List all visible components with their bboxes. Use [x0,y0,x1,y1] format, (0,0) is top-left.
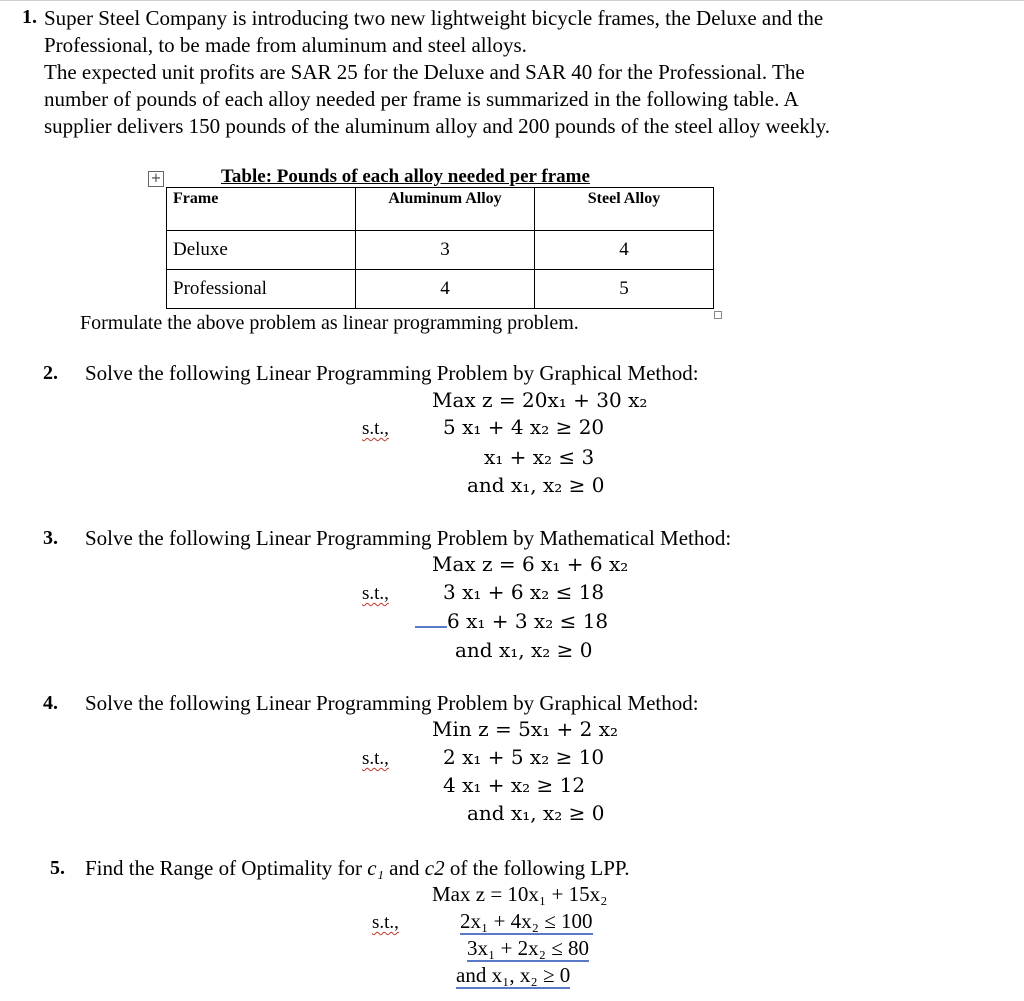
table-row [167,231,714,270]
q4-nonneg: and x₁, x₂ ≥ 0 [467,801,605,825]
q3-constraint-2: 6 x₁ + 3 x₂ ≤ 18 [443,609,608,633]
q2-title: Solve the following Linear Programming Problem by Graphical Method: [85,361,699,385]
table-move-handle-icon[interactable]: + [148,171,164,187]
cell-aluminum: 3 [356,231,535,270]
q5-objective: Max z = 10x₁ + 15x₂ [432,882,608,906]
q4-title: Solve the following Linear Programming Problem by Graphical Method: [85,691,699,715]
q1-instruction: Formulate the above problem as linear programming problem. [80,312,579,334]
q1-line-4: number of pounds of each alloy needed per frame is summarized in the following table. A [44,87,799,111]
cell-steel: 4 [535,231,714,270]
page-top-border [0,0,1024,1]
q5-number: 5. [50,857,65,879]
q3-objective: Max z = 6 x₁ + 6 x₂ [432,552,629,576]
q2-st-label: s.t., [362,418,389,439]
q4-objective: Min z = 5x₁ + 2 x₂ [432,717,618,741]
q5-title: Find the Range of Optimality for c₁ and c2 of the following LPP. [85,856,630,880]
q1-line-3: The expected unit profits are SAR 25 for the Deluxe and SAR 40 for the Professional. The [44,60,805,84]
q2-number: 2. [43,362,58,384]
table-resize-handle-icon[interactable] [714,311,722,319]
cell-frame: Professional [167,270,356,309]
header-frame: Frame [167,188,356,231]
q1-line-1: Super Steel Company is introducing two new lightweight bicycle frames, the Deluxe and the [44,6,824,30]
q2-constraint-1: 5 x₁ + 4 x₂ ≥ 20 [443,415,605,439]
cell-steel: 5 [535,270,714,309]
table-row [167,270,714,309]
q2-objective: Max z = 20x₁ + 30 x₂ [432,388,648,412]
q4-constraint-1: 2 x₁ + 5 x₂ ≥ 10 [443,745,605,769]
alloy-table [166,187,714,309]
q3-st-label: s.t., [362,583,389,604]
q2-constraint-2: x₁ + x₂ ≤ 3 [484,445,595,469]
q5-nonneg: and x₁, x₂ ≥ 0 [456,963,571,987]
q5-constraint-2: 3x₁ + 2x₂ ≤ 80 [467,936,590,960]
table-caption: Table: Pounds of each alloy needed per frame [221,166,590,187]
cell-aluminum: 4 [356,270,535,309]
table-header-row [167,188,714,231]
cell-frame: Deluxe [167,231,356,270]
q4-number: 4. [43,692,58,714]
header-aluminum: Aluminum Alloy [356,188,535,231]
q4-constraint-2: 4 x₁ + x₂ ≥ 12 [443,773,586,797]
q3-number: 3. [43,527,58,549]
header-steel: Steel Alloy [535,188,714,231]
q1-number: 1. [22,6,37,28]
q1-line-2: Professional, to be made from aluminum and steel alloys. [44,33,527,57]
q3-title: Solve the following Linear Programming Problem by Mathematical Method: [85,526,732,550]
q5-constraint-1: 2x₁ + 4x₂ ≤ 100 [460,909,593,933]
q5-st-label: s.t., [372,912,399,933]
q3-constraint-1: 3 x₁ + 6 x₂ ≤ 18 [443,580,605,604]
q4-st-label: s.t., [362,748,389,769]
q2-nonneg: and x₁, x₂ ≥ 0 [467,473,605,497]
q1-line-5: supplier delivers 150 pounds of the aluminum alloy and 200 pounds of the steel alloy weekly. [44,114,830,138]
q3-nonneg: and x₁, x₂ ≥ 0 [455,638,593,662]
